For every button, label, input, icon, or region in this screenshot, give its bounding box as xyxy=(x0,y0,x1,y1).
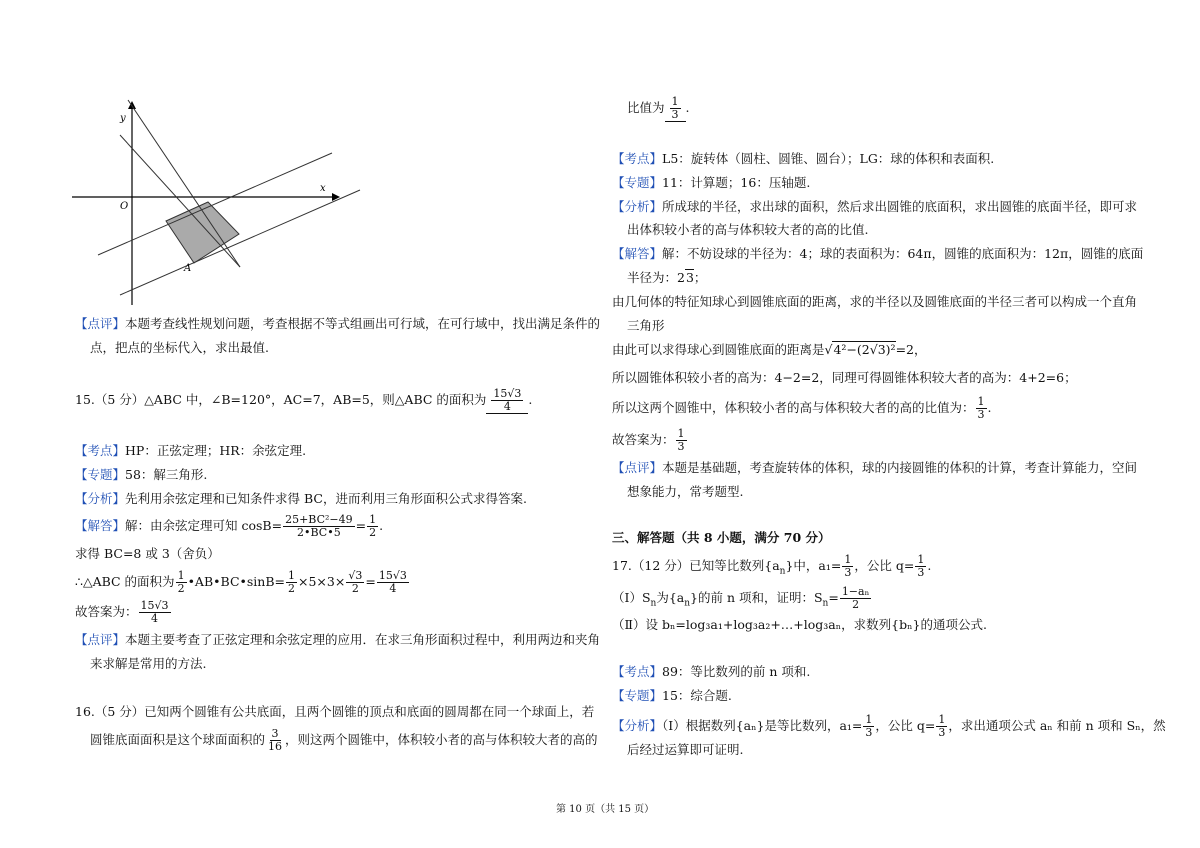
q15-review-line1: 【点评】本题主要考查了正弦定理和余弦定理的应用．在求三角形面积过程中，利用两边和夹角 xyxy=(75,632,601,647)
q15-line3: ∴△ABC 的面积为 $\frac{1}{2}$ •AB•BC•sinB= $\frac{1}{2}$ ×5×3× $\frac{√3}{2}$ = $\frac{15√3}{4}$ xyxy=(75,569,407,595)
q16-jieda-1: 【解答】解：不妨设球的半径为：4；球的表面积为：64π，圆锥的底面积为：12π，圆锥的底面 xyxy=(612,246,1144,261)
x-axis-label: x xyxy=(320,183,326,194)
point-a-label: A xyxy=(184,263,192,274)
q15-kaodian: 【考点】HP：正弦定理；HR：余弦定理. xyxy=(75,443,307,458)
origin-label: O xyxy=(120,201,129,212)
q15-answer: 故答案为： $\frac{15√3}{4}$ xyxy=(75,599,169,625)
q15-line2: 求得 BC=8 或 3（舍负） xyxy=(75,546,220,561)
q17-kaodian: 【考点】89：等比数列的前 n 项和. xyxy=(612,664,811,679)
q16-fenxi-2: 出体积较小者的高与体积较大者的高的比值. xyxy=(627,222,869,237)
q16-l3: 由此可以求得球心到圆锥底面的距离是√4²−(2√3)²=2， xyxy=(612,342,927,357)
q17-fenxi-1: 【分析】（I）根据数列{aₙ}是等比数列，a₁= $\frac{1}{3}$ ，公比 q= $\frac{1}{3}$ ，求出通项公式 aₙ 和前 n 项和 Sₙ，然 xyxy=(612,713,1166,739)
q16-l5: 所以这两个圆锥中，体积较小者的高与体积较大者的高的比值为： $\frac{1}{3}$ . xyxy=(612,395,992,421)
q16-jieda-2: 半径为：23； xyxy=(627,270,707,285)
y-axis-label: y xyxy=(120,113,126,124)
q15-jieda: 【解答】解：由余弦定理可知 cosB= $\frac{\text{25+BC²−49}}{2•BC•5}$ = $\frac{1}{2}$ . xyxy=(75,513,384,539)
q17-fenxi-2: 后经过运算即可证明. xyxy=(627,742,744,757)
q17-part2: （Ⅱ）设 bₙ=log₃a₁+log₃a₂+…+log₃aₙ，求数列{bₙ}的通项公式. xyxy=(612,617,987,632)
q15-zhuanti: 【专题】58：解三角形. xyxy=(75,467,208,482)
q17-part1: $(Ⅰ)S_n$为$\{a_n\}$的前 n 项和，证明：$S_n=$ $\frac{\text{1−aₙ}}{2}$ xyxy=(612,585,870,611)
q16-l4: 所以圆锥体积较小者的高为：4−2=2，同理可得圆锥体积较大者的高为：4+2=6； xyxy=(612,370,1077,385)
boundary-line-4 xyxy=(120,190,360,295)
q17-zhuanti: 【专题】15：综合题. xyxy=(612,688,732,703)
page-footer: 第 10 页（共 15 页） xyxy=(556,804,655,815)
q16-answer: 故答案为： $\frac{1}{3}$ xyxy=(612,427,685,453)
q15-review-line2: 来求解是常用的方法. xyxy=(90,656,207,671)
section-title: 三、解答题（共 8 小题，满分 70 分） xyxy=(612,530,831,545)
feasible-region-graph xyxy=(70,95,370,310)
q16-review-1: 【点评】本题是基础题，考查旋转体的体积，球的内接圆锥的体积的计算，考查计算能力，空间 xyxy=(612,460,1138,475)
q16-l1: 由几何体的特征知球心到圆锥底面的距离，求的半径以及圆锥底面的半径三者可以构成一个直角 xyxy=(612,294,1138,309)
q14-review-line1: 【点评】本题考查线性规划问题，考查根据不等式组画出可行域，在可行域中，找出满足条件的 xyxy=(75,316,601,331)
q16-line3: 比值为 $\frac{1}{3}$ . xyxy=(627,95,690,121)
q14-review-line2: 点，把点的坐标代入，求出最值. xyxy=(90,340,269,355)
q16-line1: 16.（5 分）已知两个圆锥有公共底面，且两个圆锥的顶点和底面的圆周都在同一个球面上，若 xyxy=(75,704,595,719)
q17-stem: 17.（12 分）已知等比数列$\{a_n\}$中，a₁= $\frac{1}{3}$ ，公比 q= $\frac{1}{3}$ . xyxy=(612,553,932,579)
q16-review-2: 想象能力，常考题型. xyxy=(627,484,744,499)
q16-kaodian: 【考点】L5：旋转体（圆柱、圆锥、圆台）；LG：球的体积和表面积. xyxy=(612,151,995,166)
q16-zhuanti: 【专题】11：计算题；16：压轴题. xyxy=(612,175,811,190)
review-tag: 【点评】 xyxy=(75,316,126,331)
q15-fenxi: 【分析】先利用余弦定理和已知条件求得 BC，进而利用三角形面积公式求得答案. xyxy=(75,491,527,506)
q16-l2: 三角形 xyxy=(627,318,665,333)
q16-line2: 圆锥底面面积是这个球面面积的 $\frac{3}{16}$ ，则这两个圆锥中，体积较小者的高与体积较大者的高的 xyxy=(90,727,598,753)
q15-stem: 15.（5 分）△ABC 中，∠B=120°，AC=7，AB=5，则△ABC 的面积为 $\frac{15√3}{4}$ . xyxy=(75,387,533,413)
q16-fenxi-1: 【分析】所成球的半径，求出球的面积，然后求出圆锥的底面积，求出圆锥的底面半径，即可求 xyxy=(612,199,1138,214)
